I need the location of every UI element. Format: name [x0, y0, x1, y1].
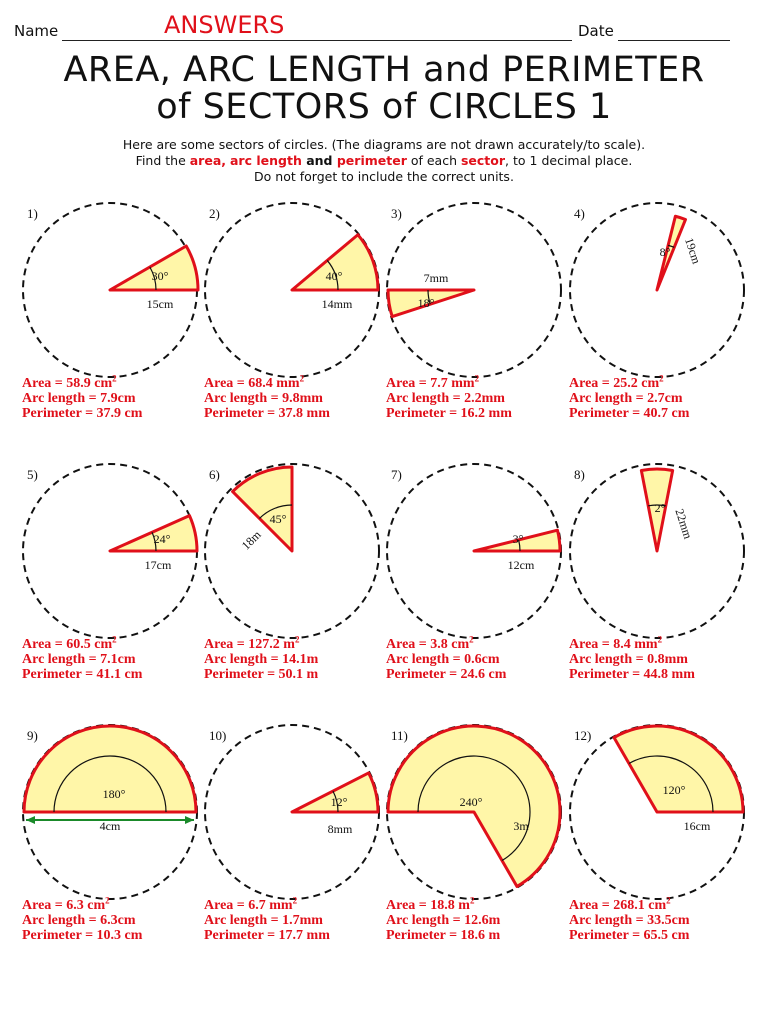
instr-text: Find the [135, 153, 190, 168]
answer-arc-length: Arc length = 14.1m [204, 652, 319, 667]
answer-area [386, 373, 512, 391]
answer-block [204, 634, 319, 682]
answers-label: ANSWERS [164, 11, 285, 39]
answer-area-text: Area = 58.9 cm [22, 376, 113, 391]
answer-arc-length: Arc length = 2.7cm [569, 391, 683, 406]
answer-arc-length: Arc length = 7.1cm [22, 652, 136, 667]
answer-area-text: Area = 127.2 m [204, 637, 295, 652]
dimension-label: 17cm [144, 558, 172, 572]
angle-label: 12° [330, 795, 348, 809]
problem-number: 9) [27, 728, 38, 743]
sector-shape [614, 726, 743, 812]
name-label: Name [14, 22, 59, 40]
answer-area [22, 373, 142, 391]
dimension-label: 3m [513, 819, 529, 833]
answer-area-text: Area = 7.7 mm [386, 376, 475, 391]
answer-area [204, 634, 318, 652]
answer-area-exponent: 2 [292, 895, 298, 906]
angle-label: 8° [659, 245, 671, 259]
date-label: Date [578, 22, 614, 40]
answer-area-text: Area = 268.1 cm [569, 898, 667, 913]
sector-diagram [374, 190, 574, 390]
problem-number: 10) [209, 728, 227, 743]
answer-area-text: Area = 6.3 cm [22, 898, 106, 913]
answer-arc-length: Arc length = 6.3cm [22, 913, 136, 928]
answer-area-exponent: 2 [469, 895, 475, 906]
answer-arc-length: Arc length = 33.5cm [569, 913, 690, 928]
sector-diagram [557, 712, 757, 912]
sector-diagram [10, 712, 210, 912]
problem-number: 8) [574, 467, 585, 482]
sector-diagram [557, 451, 757, 651]
answer-perimeter: Perimeter = 10.3 cm [22, 928, 143, 943]
answer-area [204, 373, 330, 391]
dimension-label: 15cm [146, 297, 174, 311]
problem-number: 12) [574, 728, 592, 743]
dimension-label: 22mm [672, 507, 696, 541]
angle-label: 240° [459, 795, 483, 809]
answer-area [569, 634, 695, 652]
answer-area-exponent: 2 [112, 634, 117, 645]
answer-area-exponent: 2 [657, 634, 663, 645]
problem-number: 5) [27, 467, 38, 482]
sector-diagram [374, 451, 574, 651]
answer-block [569, 634, 695, 682]
answer-area-exponent: 2 [659, 373, 664, 384]
dimension-label: 4cm [99, 819, 121, 833]
angle-label: 45° [269, 512, 287, 526]
answer-area [569, 895, 689, 913]
instr-word-arc-length: arc length [230, 153, 302, 168]
problem-number: 4) [574, 206, 585, 221]
problem-number: 3) [391, 206, 402, 221]
answer-block [569, 373, 690, 421]
problem-number: 7) [391, 467, 402, 482]
sector-diagram [10, 190, 210, 390]
dimension-label: 19cm [682, 235, 704, 266]
instr-word-sector: sector [460, 153, 506, 168]
instr-word-area: area, [189, 153, 227, 168]
problem-number: 1) [27, 206, 38, 221]
answer-area [386, 895, 500, 913]
angle-label: 24° [153, 532, 171, 546]
answer-area [22, 634, 142, 652]
angle-label: 180° [102, 787, 126, 801]
instr-text: , to 1 decimal place. [505, 153, 633, 168]
sector-diagram [192, 712, 392, 912]
angle-label: 18° [417, 296, 435, 310]
dimension-label: 12cm [507, 558, 535, 572]
answer-area-text: Area = 18.8 m [386, 898, 470, 913]
answer-perimeter: Perimeter = 41.1 cm [22, 667, 143, 682]
answer-area-exponent: 2 [474, 373, 480, 384]
answer-area [569, 373, 689, 391]
answer-area-exponent: 2 [666, 895, 671, 906]
answer-perimeter: Perimeter = 18.6 m [386, 928, 501, 943]
sector-shape [110, 246, 198, 290]
answer-arc-length: Arc length = 12.6m [386, 913, 501, 928]
answer-arc-length: Arc length = 0.8mm [569, 652, 688, 667]
answer-perimeter: Perimeter = 37.8 mm [204, 406, 330, 421]
answer-area-text: Area = 3.8 cm [386, 637, 470, 652]
answer-arc-length: Arc length = 9.8mm [204, 391, 323, 406]
instructions-line-1: Here are some sectors of circles. (The diagrams are not drawn accurately/to scale). [122, 137, 646, 152]
sector-diagram [192, 190, 392, 390]
angle-label: 30° [151, 269, 169, 283]
problem-number: 11) [391, 728, 408, 743]
answer-perimeter: Perimeter = 24.6 cm [386, 667, 507, 682]
title-line-1: AREA, ARC LENGTH and PERIMETER [63, 50, 705, 90]
dimension-label: 8mm [327, 822, 353, 836]
answer-arc-length: Arc length = 2.2mm [386, 391, 505, 406]
answer-block [569, 895, 690, 943]
answer-block [204, 373, 330, 421]
answer-area-text: Area = 60.5 cm [22, 637, 113, 652]
answer-area-exponent: 2 [299, 373, 305, 384]
answer-block [386, 634, 507, 682]
answer-arc-length: Arc length = 1.7mm [204, 913, 323, 928]
sector-diagram [374, 712, 574, 912]
angle-label: 40° [325, 269, 343, 283]
answer-perimeter: Perimeter = 44.8 mm [569, 667, 695, 682]
sector-diagram [557, 190, 757, 390]
answer-area-exponent: 2 [469, 634, 474, 645]
answer-area-text: Area = 25.2 cm [569, 376, 660, 391]
problem-number: 2) [209, 206, 220, 221]
angle-label: 2° [654, 501, 666, 515]
answer-block [22, 634, 143, 682]
answer-perimeter: Perimeter = 40.7 cm [569, 406, 690, 421]
instr-word-and: and [301, 153, 337, 168]
angle-label: 120° [662, 783, 686, 797]
answer-area-text: Area = 6.7 mm [204, 898, 293, 913]
answer-block [386, 373, 512, 421]
answer-perimeter: Perimeter = 65.5 cm [569, 928, 690, 943]
answer-arc-length: Arc length = 0.6cm [386, 652, 500, 667]
arrow-head-left [26, 816, 35, 824]
dimension-label: 16cm [683, 819, 711, 833]
dimension-label: 14mm [321, 297, 353, 311]
title-line-2: of SECTORS of CIRCLES 1 [156, 87, 612, 127]
problem-number: 6) [209, 467, 220, 482]
answer-area-exponent: 2 [105, 895, 110, 906]
answer-area-exponent: 2 [294, 634, 300, 645]
answer-block [386, 895, 501, 943]
dimension-label: 7mm [423, 271, 449, 285]
instr-word-perimeter: perimeter [336, 153, 407, 168]
answer-perimeter: Perimeter = 17.7 mm [204, 928, 330, 943]
answer-area-exponent: 2 [112, 373, 117, 384]
answer-area-text: Area = 68.4 mm [204, 376, 300, 391]
answer-perimeter: Perimeter = 50.1 m [204, 667, 319, 682]
answer-perimeter: Perimeter = 37.9 cm [22, 406, 143, 421]
answer-block [22, 373, 143, 421]
answer-arc-length: Arc length = 7.9cm [22, 391, 136, 406]
answer-block [22, 895, 143, 943]
sector-diagram [10, 451, 210, 651]
sector-diagram [192, 451, 392, 651]
answer-area [22, 895, 142, 913]
angle-label: 3° [512, 532, 524, 546]
answer-perimeter: Perimeter = 16.2 mm [386, 406, 512, 421]
dimension-label: 18m [238, 527, 264, 553]
answer-area [386, 634, 506, 652]
answer-area-text: Area = 8.4 mm [569, 637, 658, 652]
answer-block [204, 895, 330, 943]
answer-area [204, 895, 330, 913]
instructions-line-3: Do not forget to include the correct units. [254, 169, 514, 184]
instr-text: of each [406, 153, 461, 168]
